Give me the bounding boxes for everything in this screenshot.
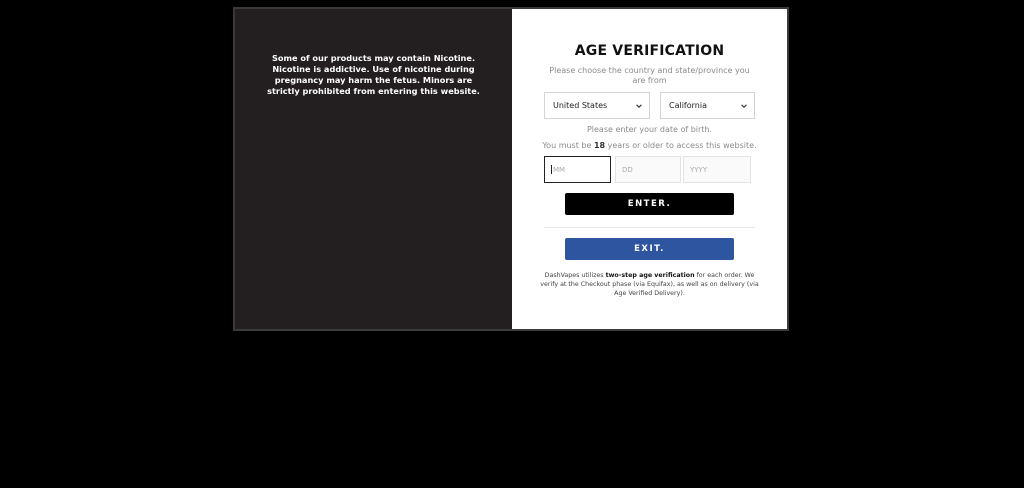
enter-button[interactable]: ENTER. <box>565 193 734 215</box>
age-requirement <box>512 141 787 150</box>
text-caret <box>551 165 552 174</box>
verification-footer-note <box>540 271 759 298</box>
location-prompt: Please choose the country and state/province you are from <box>549 66 750 85</box>
footer-note-emphasis: two-step age verification <box>605 272 695 279</box>
verification-panel <box>512 9 787 329</box>
modal-title: AGE VERIFICATION <box>574 43 725 59</box>
country-select-value: United States <box>553 101 608 110</box>
divider <box>544 227 755 228</box>
dob-prompt: Please enter your date of birth. <box>586 125 713 134</box>
age-requirement-value: 18 <box>593 141 606 150</box>
dob-year-input[interactable] <box>683 156 751 183</box>
footer-note-rest: for each order. We verify at the Checkout phase (via Equifax), as well as on delivery (via Age Verified Delivery). <box>540 272 759 297</box>
chevron-down-icon <box>635 102 643 110</box>
dob-month-placeholder: MM <box>553 165 566 174</box>
dob-day-placeholder: DD <box>622 165 633 174</box>
dob-month-input[interactable] <box>544 156 611 183</box>
age-requirement-prefix: You must be <box>542 141 594 150</box>
exit-button[interactable]: EXIT. <box>565 238 734 260</box>
age-requirement-suffix: years or older to access this website. <box>605 141 757 150</box>
age-verification-modal <box>233 7 789 331</box>
dob-day-input[interactable] <box>615 156 681 183</box>
dob-year-placeholder: YYYY <box>690 165 708 174</box>
chevron-down-icon <box>740 102 748 110</box>
warning-panel <box>235 9 512 329</box>
footer-note-lead: DashVapes utilizes <box>544 272 606 279</box>
nicotine-warning-text: Some of our products may contain Nicotine. Nicotine is addictive. Use of nicotine during pregnancy may harm the fetus. Minors are strictly prohibited from entering this website. <box>267 53 480 96</box>
state-select[interactable] <box>660 92 755 119</box>
state-select-value: California <box>669 101 707 110</box>
country-select[interactable] <box>544 92 650 119</box>
